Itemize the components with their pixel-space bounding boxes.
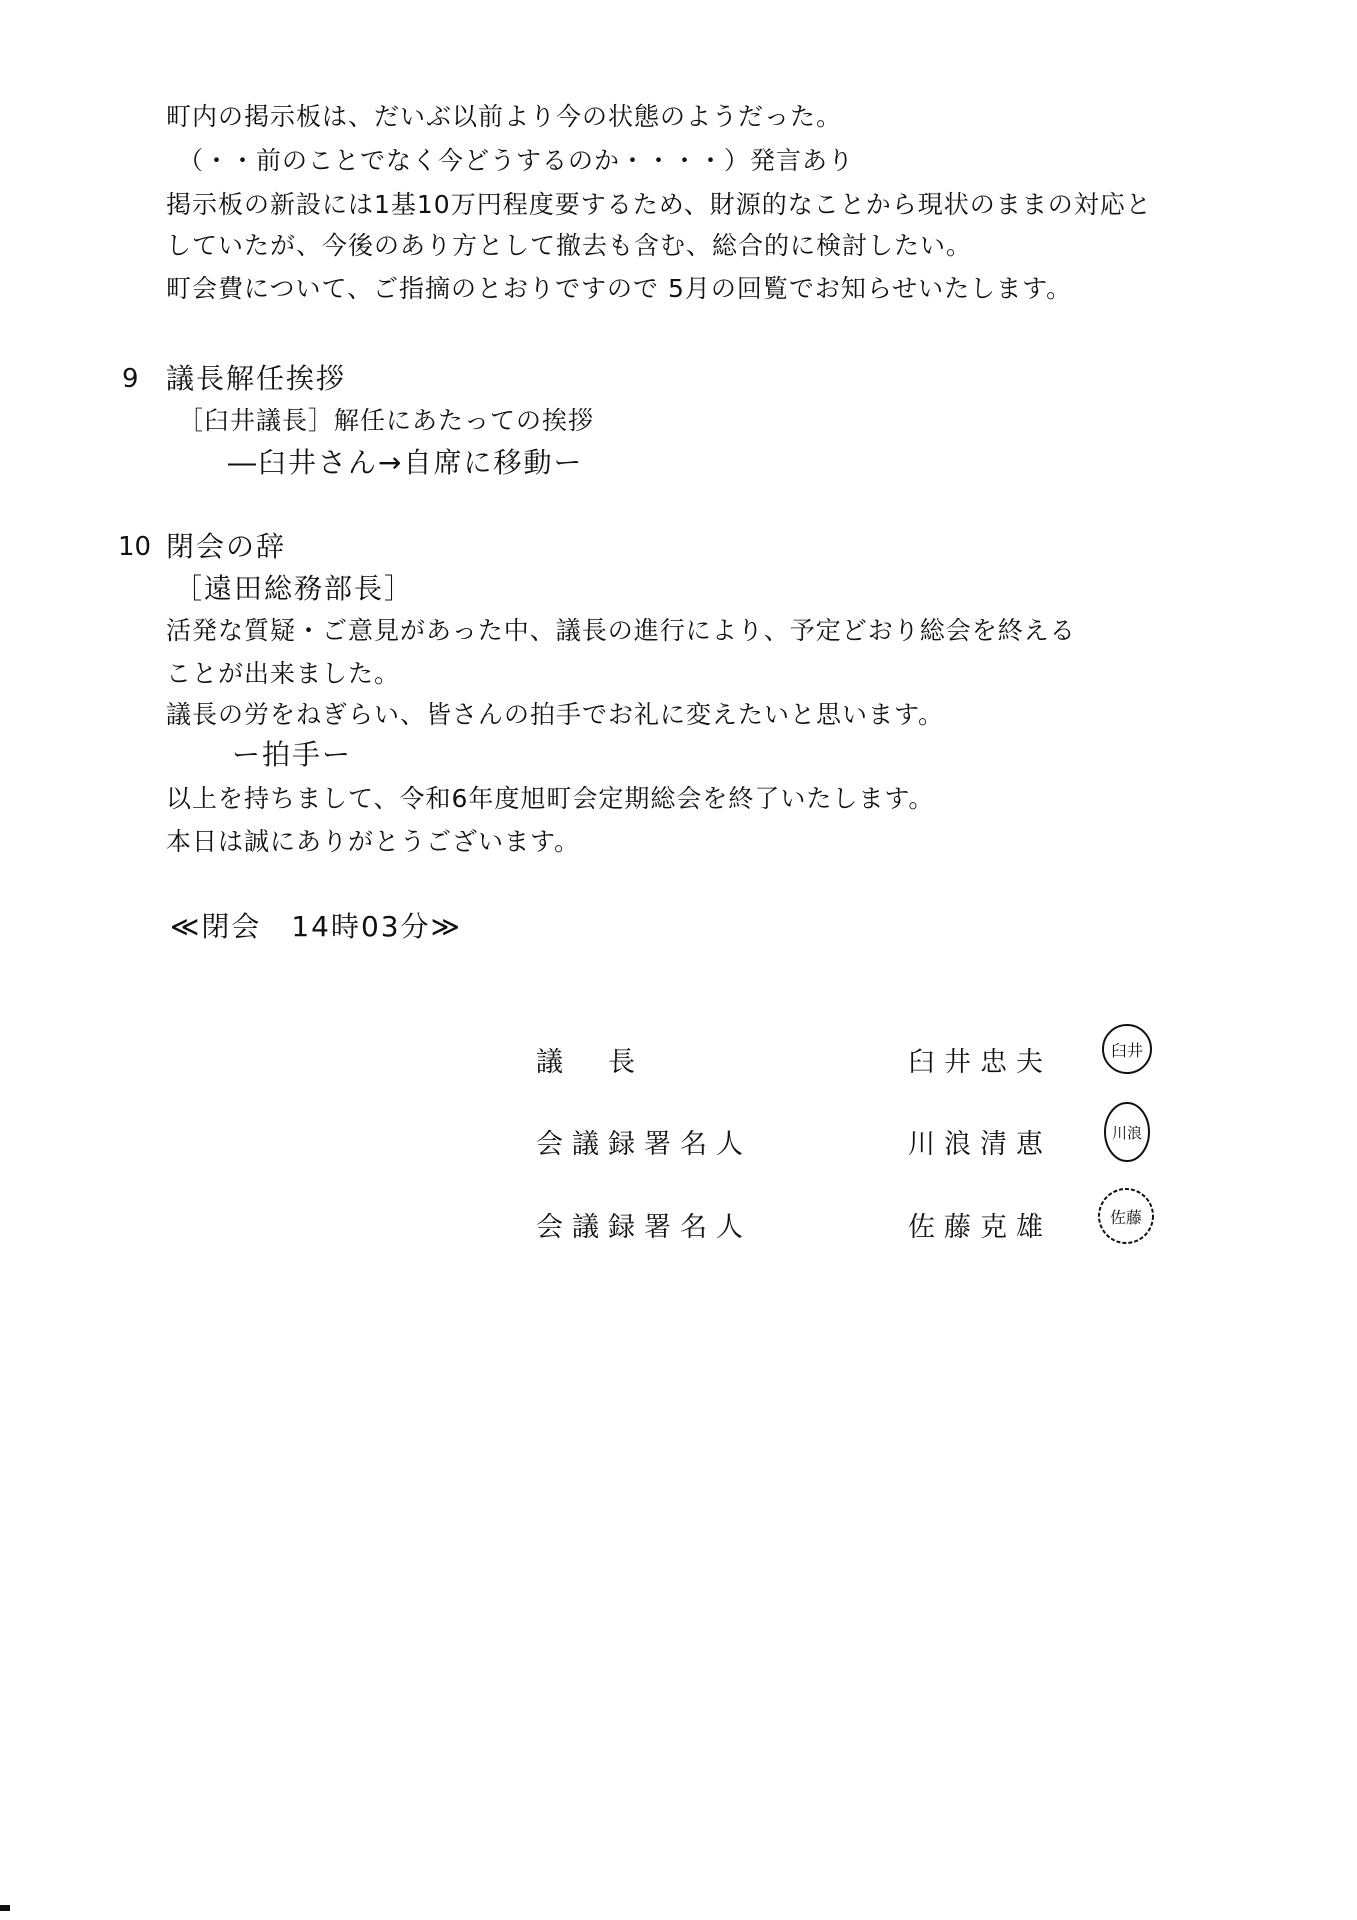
svg-text:臼井: 臼井 <box>1110 1041 1144 1060</box>
signature-role: 議 長 <box>536 1047 644 1078</box>
closing-time: ≪閉会 14時03分≫ <box>170 910 462 943</box>
text-line: 以上を持ちまして、令和6年度旭町会定期総会を終了いたします。 <box>166 784 935 813</box>
signature-name: 川浪清恵 <box>908 1129 1052 1160</box>
svg-text:佐藤: 佐藤 <box>1109 1208 1143 1227</box>
speaker-label: ［遠田総務部長］ <box>174 572 415 605</box>
text-line: していたが、今後のあり方として撤去も含む、総合的に検討したい。 <box>166 231 973 260</box>
seal-stamp <box>1096 1186 1156 1246</box>
text-line: 本日は誠にありがとうございます。 <box>166 827 581 856</box>
text-line: 議長の労をねぎらい、皆さんの拍手でお礼に変えたいと思います。 <box>166 700 945 729</box>
seal-stamp <box>1100 1100 1154 1164</box>
signature-role: 会議録署名人 <box>536 1129 752 1160</box>
section-number: 10 <box>118 532 152 562</box>
stage-direction: ―臼井さん→自席に移動ー <box>228 446 584 479</box>
signature-name: 佐藤克雄 <box>908 1212 1052 1243</box>
text-line: 活発な質疑・ご意見があった中、議長の進行により、予定どおり総会を終える <box>166 616 1076 645</box>
svg-text:川浪: 川浪 <box>1111 1124 1143 1142</box>
text-line: （・・前のことでなく今どうするのか・・・・）発言あり <box>178 146 855 175</box>
text-line: 町会費について、ご指摘のとおりですので 5月の回覧でお知らせいたします。 <box>166 274 1073 303</box>
section-heading: 閉会の辞 <box>166 530 287 563</box>
section-number: 9 <box>122 364 139 394</box>
speaker-label: ［臼井議長］解任にあたっての挨拶 <box>178 406 595 435</box>
text-line: ことが出来ました。 <box>166 659 401 688</box>
signature-name: 臼井忠夫 <box>908 1047 1052 1078</box>
section-heading: 議長解任挨拶 <box>166 362 347 395</box>
scan-mark <box>0 1905 10 1911</box>
stage-direction: ー拍手ー <box>232 738 353 771</box>
text-line: 掲示板の新設には1基10万円程度要するため、財源的なことから現状のままの対応と <box>166 190 1152 219</box>
signature-role: 会議録署名人 <box>536 1212 752 1243</box>
seal-stamp <box>1100 1022 1154 1076</box>
text-line: 町内の掲示板は、だいぶ以前より今の状態のようだった。 <box>166 102 843 131</box>
